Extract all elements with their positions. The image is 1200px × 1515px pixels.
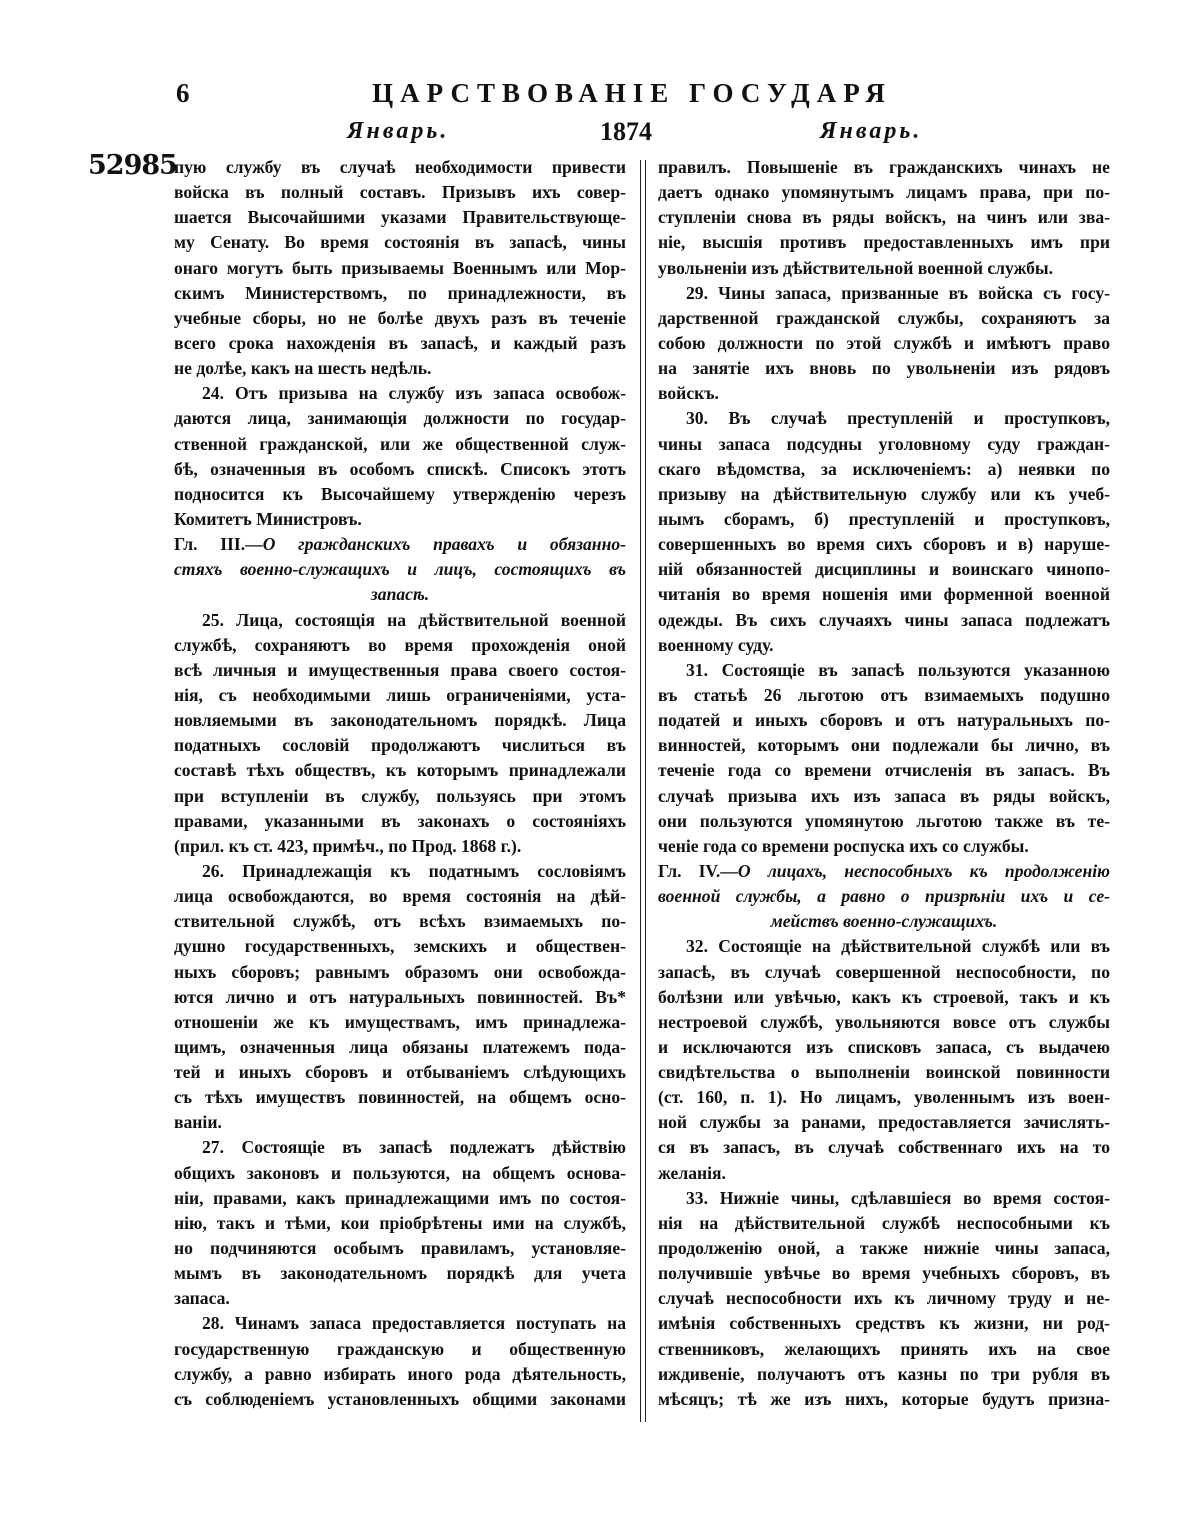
text-line: и исключаются изъ списковъ запаса, съ выдачею (658, 1036, 1110, 1057)
text-line: податей и иныхъ сборовъ и отъ натуральныхъ по- (658, 710, 1110, 731)
text-line: ются лично и отъ натуральныхъ повинностей. Въ* (174, 986, 626, 1007)
left-column (174, 155, 626, 1412)
paragraph (658, 658, 1110, 859)
text-line: мымъ въ законодательномъ порядкѣ для учета (174, 1263, 626, 1284)
paragraph (658, 406, 1110, 657)
paragraph (658, 934, 1110, 1185)
text-line: отношеніи же къ имуществамъ, имъ принадлежа- (174, 1011, 626, 1032)
text-line: даетъ однако упомянутымъ лицамъ права, при по- (658, 182, 1110, 203)
text-line: нія на дѣйствительной службѣ неспособными къ (658, 1212, 1110, 1233)
text-line: правилъ. Повышеніе въ гражданскихъ чинахъ не (658, 157, 1110, 177)
text-line (658, 884, 1110, 909)
paragraph (658, 155, 1110, 281)
chapter-title: военной службы, а равно о призрѣніи ихъ и се- (658, 886, 1110, 907)
month-right: Январь. (820, 118, 923, 144)
text-line: общихъ законовъ и пользуются, на общемъ основа- (174, 1162, 626, 1183)
text-line: 32. Состоящіе на дѣйствительной службѣ или въ (686, 936, 1110, 957)
chapter-heading (658, 859, 1110, 934)
text-line: подносится къ Высочайшему утвержденію черезъ (174, 483, 626, 504)
text-line (658, 909, 1110, 934)
document-number: 52985 (88, 150, 177, 181)
text-line: ваніи. (174, 1112, 222, 1133)
text-line: пую службу въ случаѣ необходимости привести (174, 157, 626, 177)
text-line: случаѣ призыва ихъ изъ запаса въ ряды войскъ, (658, 785, 1110, 806)
text-line: 27. Состоящіе въ запасѣ подлежатъ дѣйствію (202, 1137, 626, 1158)
chapter-title: О лицахъ, неспособныхъ къ продолженію (737, 860, 1110, 881)
text-line: иждивеніе, получаютъ отъ казны по три рубля въ (658, 1363, 1110, 1384)
text-line: ствительной службѣ, отъ всѣхъ взимаемыхъ по- (174, 911, 626, 932)
text-line: запасѣ, въ случаѣ совершенной неспособности, по (658, 961, 1110, 982)
text-line (174, 557, 626, 582)
text-line: съ тѣхъ имуществъ повинностей, на общемъ осно- (174, 1087, 626, 1108)
text-line: въ статьѣ 26 льготою отъ взимаемыхъ подушно (658, 684, 1110, 705)
text-line: душно государственныхъ, земскихъ и обществен- (174, 936, 626, 957)
text-line: собою должности по этой службѣ и имѣютъ право (658, 332, 1110, 353)
text-line: службу, а равно избирать иного рода дѣятельность, (174, 1363, 626, 1384)
text-line: войскъ. (658, 383, 719, 404)
text-line: онаго могутъ быть призываемы Военнымъ или Мор- (174, 257, 626, 278)
text-line: при вступленіи въ службу, пользуясь при этомъ (174, 785, 626, 806)
text-line: одежды. Въ сихъ случаяхъ чины запаса подлежатъ (658, 609, 1110, 630)
page-number: 6 (176, 78, 190, 108)
text-line: ственной гражданской, или же общественной служ- (174, 433, 626, 454)
text-line: военному суду. (658, 634, 774, 655)
paragraph (174, 608, 626, 859)
text-line: но подчиняются особымъ правиламъ, установляе- (174, 1238, 626, 1259)
column-divider (640, 160, 646, 1422)
text-line: ной службы за ранами, предоставляется зачислять- (658, 1112, 1110, 1133)
text-line: 24. Отъ призыва на службу изъ запаса освобож- (202, 383, 626, 404)
chapter-title: мействъ военно-служащихъ. (770, 911, 998, 932)
page-title: ЦАРСТВОВАНІЕ ГОСУДАРЯ (372, 78, 892, 108)
text-line: ніи, правами, какъ принадлежащими имъ по состоя- (174, 1187, 626, 1208)
text-line: не долѣе, какъ на шесть недѣль. (174, 358, 432, 379)
paragraph (658, 1186, 1110, 1412)
text-line: ніе, высшія противъ предоставленныхъ имъ при (658, 232, 1110, 253)
text-line: теченіе года со времени отчисленія въ запасъ. Въ (658, 760, 1110, 781)
month-left: Январь. (347, 118, 450, 144)
chapter-label: Гл. III.— (174, 534, 263, 555)
text-line: дарственной гражданской службы, сохраняютъ за (658, 307, 1110, 328)
text-line: читанія во время ношенія ими форменной военной (658, 584, 1110, 605)
text-line: даются лица, занимающія должности по государ- (174, 408, 626, 429)
text-line: правами, указанными въ законахъ о состояніяхъ (174, 810, 626, 831)
text-line: щимъ, означенныя лица обязаны платежемъ пода- (174, 1036, 626, 1057)
text-line: тей и иныхъ сборовъ и отбываніемъ слѣдующихъ (174, 1062, 626, 1083)
text-line: увольненіи изъ дѣйствительной военной службы. (658, 257, 1054, 278)
text-line (174, 532, 626, 557)
year: 1874 (600, 117, 652, 146)
text-line: нія, съ необходимыми лишь ограниченіями, уста- (174, 684, 626, 705)
text-line: (ст. 160, п. 1). Но лицамъ, уволеннымъ изъ воен- (658, 1087, 1110, 1108)
text-line: ныхъ сборовъ; равнымъ образомъ они освобожда- (174, 961, 626, 982)
text-line: ся въ запасъ, въ случаѣ собственнаго ихъ на то (658, 1137, 1110, 1158)
text-line: (прил. къ ст. 423, примѣч., по Прод. 1868 г.). (174, 835, 522, 856)
text-line: шается Высочайшими указами Правительствующе- (174, 207, 626, 228)
paragraph (174, 1135, 626, 1311)
text-line: болѣзни или увѣчью, какъ къ строевой, такъ и къ (658, 986, 1110, 1007)
text-line: государственную гражданскую и общественную (174, 1338, 626, 1359)
chapter-heading (174, 532, 626, 607)
text-line: Комитетъ Министровъ. (174, 508, 362, 529)
text-line: винностей, которымъ они подлежали бы лично, въ (658, 735, 1110, 756)
text-line: запаса. (174, 1288, 230, 1309)
text-line: составѣ тѣхъ обществъ, къ которымъ принадлежали (174, 760, 626, 781)
paragraph (658, 281, 1110, 407)
text-line: они пользуются упомянутою льготою также въ те- (658, 810, 1110, 831)
text-line (658, 859, 1110, 884)
text-line: имѣнія собственныхъ средствъ къ жизни, ни род- (658, 1313, 1110, 1334)
text-line: получившіе увѣчье во время учебныхъ сборовъ, въ (658, 1263, 1110, 1284)
text-line: лица освобождаются, во время состоянія на дѣй- (174, 886, 626, 907)
text-line: 31. Состоящіе въ запасѣ пользуются указанною (686, 659, 1110, 680)
text-line: съ соблюденіемъ установленныхъ общими законами (174, 1388, 626, 1409)
text-line: случаѣ неспособности ихъ къ личному труду и не- (658, 1288, 1110, 1309)
text-line: нымъ сборамъ, б) преступленій и проступковъ, (658, 508, 1110, 529)
text-line: бѣ, означенныя въ особомъ спискѣ. Списокъ этотъ (174, 458, 626, 479)
text-line: чины запаса подсудны уголовному суду граждан- (658, 433, 1110, 454)
text-line: войска въ полный составъ. Призывъ ихъ совер- (174, 182, 626, 203)
text-line: нію, такъ и тѣми, кои пріобрѣтены ими на службѣ, (174, 1212, 626, 1233)
paragraph (174, 859, 626, 1136)
right-column (658, 155, 1110, 1412)
text-line: учебные сборы, но не болѣе двухъ разъ въ теченіе (174, 307, 626, 328)
text-line: 26. Принадлежащія къ податнымъ сословіямъ (202, 860, 626, 881)
chapter-title: запасѣ. (370, 584, 430, 605)
paragraph (174, 381, 626, 532)
text-line: 25. Лица, состоящія на дѣйствительной военной (202, 609, 626, 630)
text-line: на занятіе ихъ вновь по увольненіи изъ рядовъ (658, 358, 1110, 379)
text-line: 30. Въ случаѣ преступленій и проступковъ, (686, 408, 1110, 429)
text-line: совершенныхъ во время сихъ сборовъ и в) наруше- (658, 534, 1110, 555)
text-line: скимъ Министерствомъ, по принадлежности, въ (174, 282, 626, 303)
chapter-title: стяхъ военно-служащихъ и лицъ, состоящихъ въ (174, 559, 626, 580)
text-line: службѣ, сохраняютъ во время прохожденія оной (174, 634, 626, 655)
text-line: призыву на дѣйствительную службу или къ учеб- (658, 483, 1110, 504)
text-line: всѣ личныя и имущественныя права своего состоя- (174, 659, 626, 680)
text-line: ступленіи снова въ ряды войскъ, на чинъ или зва- (658, 207, 1110, 228)
text-line: нестроевой службѣ, увольняются вовсе отъ службы (658, 1011, 1110, 1032)
text-line: ственниковъ, желающихъ принять ихъ на свое (658, 1338, 1110, 1359)
paragraph (174, 1311, 626, 1412)
text-line: ченіе года со времени роспуска ихъ со службы. (658, 835, 1029, 856)
text-line: свидѣтельства о выполненіи воинской повинности (658, 1062, 1110, 1083)
text-line: податныхъ сословій продолжаютъ числиться въ (174, 735, 626, 756)
text-line: 29. Чины запаса, призванные въ войска съ госу- (686, 282, 1110, 303)
chapter-label: Гл. IV.— (658, 860, 738, 881)
text-line: всего срока нахожденія въ запасѣ, и каждый разъ (174, 332, 626, 353)
paragraph (174, 155, 626, 381)
text-line: ній обязанностей дисциплины и воинскаго чинопо- (658, 559, 1110, 580)
chapter-title: О гражданскихъ правахъ и обязанно- (262, 534, 626, 555)
text-line: новляемыми въ законодательномъ порядкѣ. Лица (174, 710, 626, 731)
text-line: желанія. (658, 1162, 726, 1183)
text-line: му Сенату. Во время состоянія въ запасѣ, чины (174, 232, 626, 253)
text-line: скаго вѣдомства, за исключеніемъ: а) неявки по (658, 458, 1110, 479)
text-line: 33. Нижніе чины, сдѣлавшіеся во время состоя- (686, 1187, 1110, 1208)
text-line: продолженію оной, а также нижніе чины запаса, (658, 1238, 1110, 1259)
text-line: 28. Чинамъ запаса предоставляется поступать на (202, 1313, 626, 1334)
text-line (174, 582, 626, 607)
text-line: мѣсяцъ; тѣ же изъ нихъ, которые будутъ призна- (658, 1388, 1110, 1409)
